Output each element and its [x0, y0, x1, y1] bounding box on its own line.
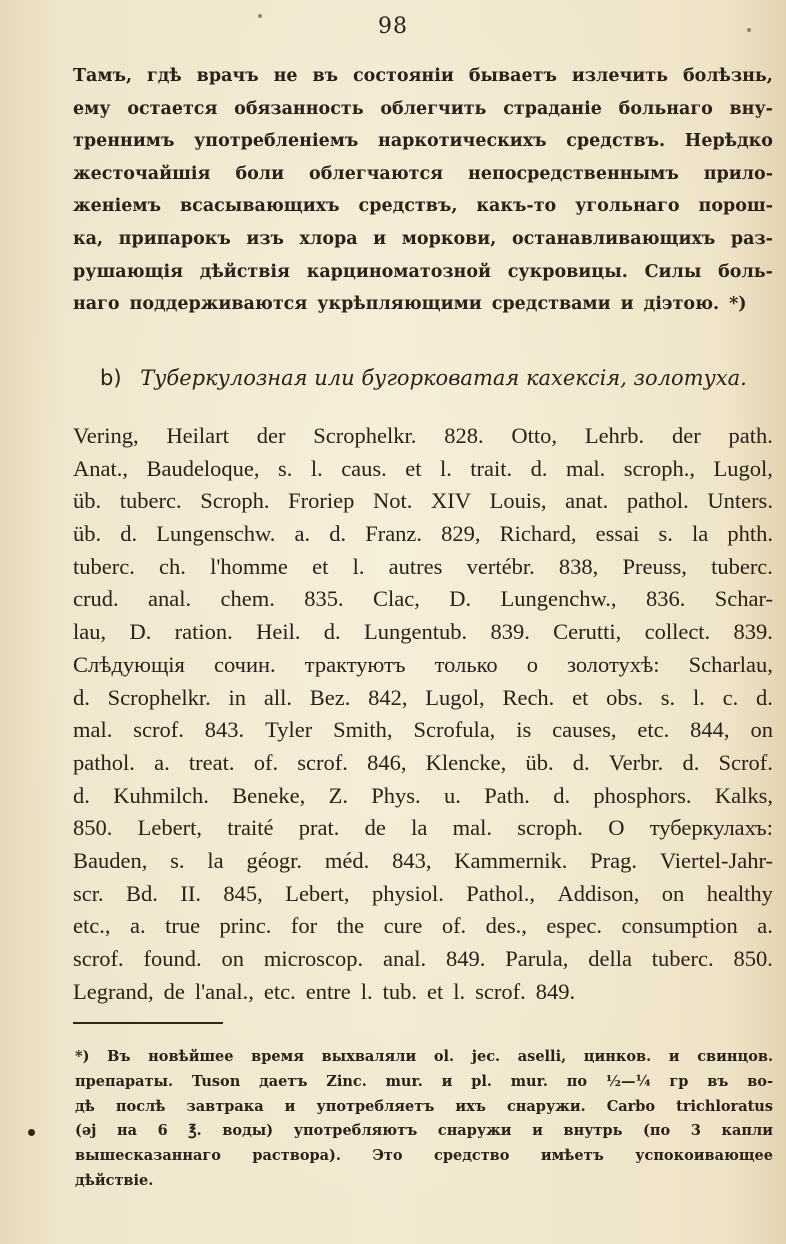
bibliography-line: scrof. found. on microscop. anal. 849. Parula, della tuberc. 850. [73, 946, 773, 971]
body-text-line: ему остается обязанность облегчить страданіе больнаго вну- [73, 98, 773, 119]
body-text-line: жесточайшія боли облегчаются непосредственнымъ прило- [73, 163, 773, 184]
footnote-divider [73, 1022, 223, 1024]
footnote-line: дѣ послѣ завтрака и употребляетъ ихъ снаружи. Carbo trichloratus [75, 1097, 773, 1115]
footnote-line: препараты. Tuson даетъ Zinc. mur. и pl. mur. по ½—¼ гр въ во- [75, 1072, 773, 1090]
section-marker: b) [100, 366, 122, 390]
bibliography-line: pathol. a. treat. of. scrof. 846, Klencke, üb. d. Verbr. d. Scrof. [73, 749, 773, 775]
bibliography-line: d. Scrophelkr. in all. Bez. 842, Lugol, Rech. et obs. s. l. c. d. [73, 684, 773, 710]
bibliography-line: Legrand, de l'anal., etc. entre l. tub. et l. scrof. 849. [73, 978, 576, 1004]
footnote-line: (əj на 6 ℥. воды) употребляютъ снаружи и внутрь (по 3 капли [75, 1122, 773, 1140]
bibliography-line: d. Kuhmilch. Beneke, Z. Phys. u. Path. d. phosphors. Kalks, [73, 782, 773, 808]
paper-speck [747, 28, 751, 32]
margin-dot [28, 1129, 35, 1136]
section-heading [100, 362, 747, 394]
bibliography-line: Anat., Baudeloque, s. l. caus. et l. trait. d. mal. scroph., Lugol, [73, 455, 773, 481]
bibliography-line: lau, D. ration. Heil. d. Lungentub. 839. Cerutti, collect. 839. [73, 619, 773, 645]
bibliography-line: tuberc. ch. l'homme et l. autres vertébr. 838, Preuss, tuberc. [73, 553, 773, 579]
footnote [75, 1045, 773, 1194]
page-number: 98 [378, 14, 408, 39]
bibliography-line: etc., a. true princ. for the cure of. des., espec. consumption a. [73, 913, 773, 939]
bibliography-line: üb. tuberc. Scroph. Froriep Not. XIV Louis, anat. pathol. Unters. [73, 488, 773, 514]
body-text-line: треннимъ употребленіемъ наркотическихъ средствъ. Нерѣдко [73, 131, 773, 152]
bibliography-line: Bauden, s. la géogr. méd. 843, Kammernik. Prag. Viertel-Jahr- [73, 847, 773, 873]
bibliography-line: crud. anal. chem. 835. Clac, D. Lungenchw., 836. Schar- [73, 586, 773, 612]
bibliography-line: üb. d. Lungenschw. a. d. Franz. 829, Richard, essai s. la phth. [73, 521, 773, 547]
bibliography-line: Vering, Heilart der Scrophelkr. 828. Otto, Lehrb. der path. [73, 423, 773, 448]
bibliography-line: Слѣдующія сочин. трактуютъ только о золотухѣ: Scharlau, [73, 651, 773, 677]
body-paragraph [73, 60, 773, 321]
bibliography-line: mal. scrof. 843. Tyler Smith, Scrofula, is causes, etc. 844, on [73, 717, 773, 743]
footnote-line: вышесказаннаго раствора). Это средство имѣетъ успокоивающее [75, 1147, 773, 1165]
bibliography-paragraph [73, 420, 773, 1008]
body-text-line: женіемъ всасывающихъ средствъ, какъ-то угольнаго порош- [73, 196, 773, 217]
section-title: Туберкулозная или бугорковатая кахексія, золотуха. [140, 366, 747, 390]
body-text-line: ка, припарокъ изъ хлора и моркови, останавливающихъ раз- [73, 228, 773, 249]
body-text-line: Тамъ, гдѣ врачъ не въ состояніи бываетъ излечить болѣзнь, [73, 66, 773, 86]
paper-speck [258, 14, 262, 18]
body-text-line: наго поддерживаются укрѣпляющими средствами и діэтою. *) [73, 294, 747, 315]
bibliography-line: 850. Lebert, traité prat. de la mal. scroph. О туберкулахъ: [73, 815, 773, 841]
footnote-line: *) Въ новѣйшее время выхваляли ol. jec. aselli, цинков. и свинцов. [75, 1048, 773, 1065]
body-text-line: рушающія дѣйствія карциноматозной сукровицы. Силы боль- [73, 261, 773, 282]
bibliography-line: scr. Bd. II. 845, Lebert, physiol. Pathol., Addison, on healthy [73, 880, 773, 906]
footnote-line: дѣйствіе. [75, 1171, 154, 1189]
